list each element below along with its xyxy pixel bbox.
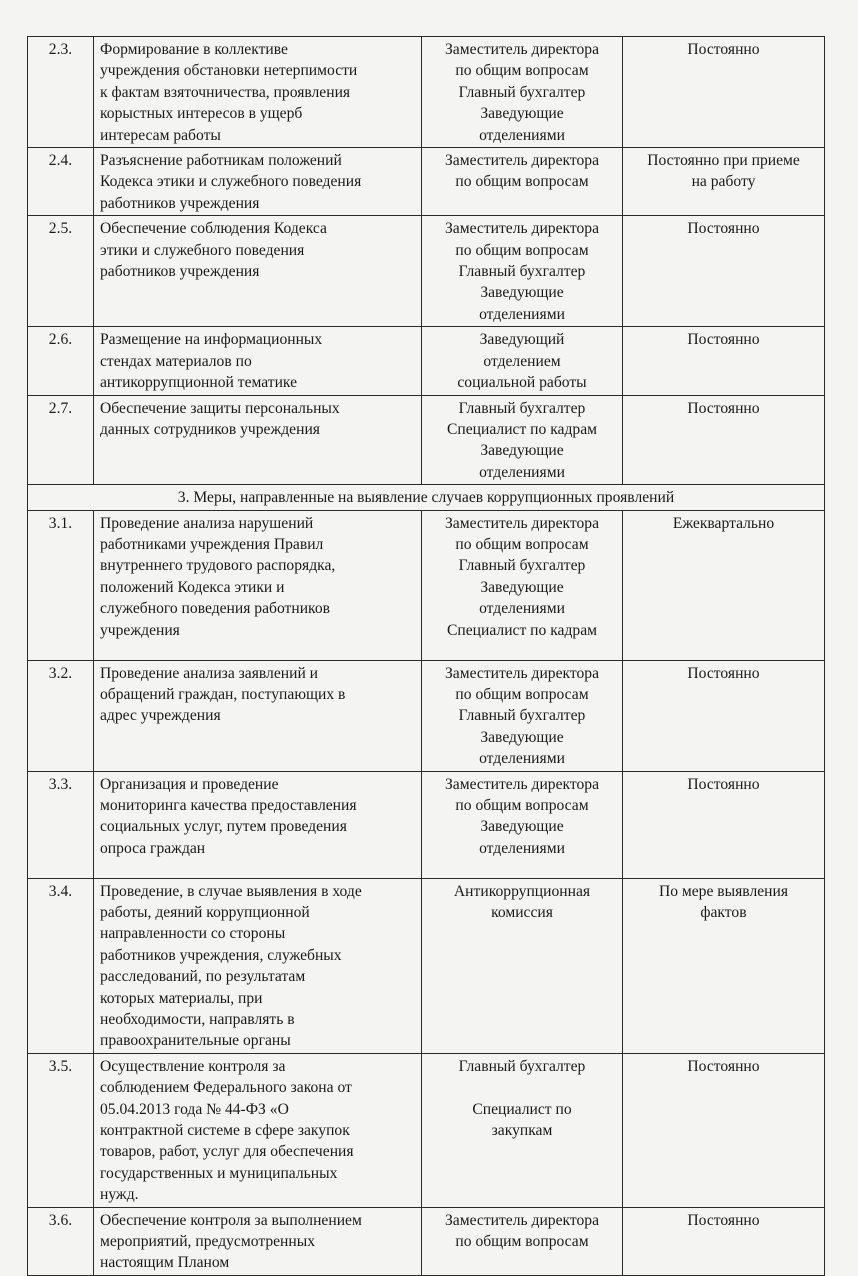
- cell-line: Постоянно: [687, 775, 760, 793]
- cell-line: учреждения обстановки нетерпимости: [100, 62, 358, 80]
- cell-line: обращений граждан, поступающих в: [100, 685, 346, 703]
- cell-line: Ежеквартально: [672, 514, 775, 532]
- cell-line: Размещение на информационных: [100, 331, 323, 349]
- responsible-persons: [422, 878, 623, 1053]
- execution-term: [623, 878, 825, 1053]
- cell-line: служебного поведения работников: [100, 600, 330, 618]
- plan-table: [27, 36, 825, 1276]
- execution-term: [623, 395, 825, 485]
- cell-line: социальных услуг, путем проведения: [100, 818, 347, 836]
- item-number: 2.6.: [28, 327, 94, 395]
- execution-term: [623, 327, 825, 395]
- cell-line: Главный бухгалтер: [458, 707, 586, 725]
- measure-description: [94, 395, 422, 485]
- cell-line: необходимости, направлять в: [100, 1011, 295, 1028]
- document-page: [27, 36, 825, 1276]
- item-number: 3.1.: [28, 510, 94, 660]
- cell-line: Заведующие: [480, 105, 564, 123]
- cell-line: Проведение анализа заявлений и: [100, 664, 319, 682]
- cell-line: нужд.: [100, 1186, 139, 1204]
- cell-line: Разъяснение работникам положений: [100, 152, 342, 170]
- cell-line: Специалист по кадрам: [447, 621, 597, 639]
- cell-line: товаров, работ, услуг для обеспечения: [100, 1143, 354, 1161]
- cell-line: Заведующий: [479, 331, 565, 349]
- cell-line: Постоянно: [687, 41, 760, 58]
- item-number: 3.5.: [28, 1053, 94, 1207]
- cell-line: данных сотрудников учреждения: [100, 420, 320, 438]
- table-row: [28, 1207, 825, 1275]
- measure-description: [94, 878, 422, 1053]
- item-number: 3.2.: [28, 660, 94, 771]
- cell-line: работников учреждения: [100, 263, 260, 281]
- cell-line: Обеспечение соблюдения Кодекса: [100, 220, 327, 238]
- cell-line: Организация и проведение: [100, 775, 279, 793]
- cell-line: отделениями: [479, 600, 565, 618]
- cell-line: правоохранительные органы: [100, 1032, 291, 1050]
- responsible-persons: [422, 148, 623, 216]
- cell-line: отделениями: [479, 463, 565, 481]
- cell-line: опроса граждан: [100, 839, 206, 857]
- responsible-persons: [422, 216, 623, 327]
- table-row: [28, 395, 825, 485]
- cell-line: работы, деяний коррупционной: [100, 903, 310, 921]
- cell-line: отделениями: [479, 126, 565, 144]
- cell-line: на работу: [691, 173, 756, 191]
- cell-line: Постоянно: [687, 220, 760, 238]
- cell-line: Заместитель директора: [444, 41, 599, 58]
- execution-term: [623, 1207, 825, 1275]
- cell-line: расследований, по результатам: [100, 968, 306, 986]
- cell-line: Главный бухгалтер: [458, 83, 586, 101]
- cell-line: Заместитель директора: [444, 664, 599, 682]
- cell-line: по общим вопросам: [455, 241, 589, 259]
- cell-line: направленности со стороны: [100, 925, 286, 943]
- item-number: 2.4.: [28, 148, 94, 216]
- table-row: [28, 878, 825, 1053]
- cell-line: Постоянно: [687, 399, 760, 417]
- measure-description: [94, 216, 422, 327]
- cell-line: отделениями: [479, 750, 565, 768]
- item-number: 3.6.: [28, 1207, 94, 1275]
- cell-line: работников учреждения, служебных: [100, 946, 342, 964]
- cell-line: по общим вопросам: [455, 685, 589, 703]
- cell-line: Главный бухгалтер: [458, 263, 586, 281]
- responsible-persons: [422, 1207, 623, 1275]
- cell-line: по общим вопросам: [455, 796, 589, 814]
- item-number: 3.4.: [28, 878, 94, 1053]
- item-number: 2.5.: [28, 216, 94, 327]
- cell-line: по общим вопросам: [455, 535, 589, 553]
- measure-description: [94, 660, 422, 771]
- cell-line: стендах материалов по: [100, 352, 252, 370]
- cell-line: Проведение анализа нарушений: [100, 514, 314, 532]
- cell-line: внутреннего трудового распорядка,: [100, 557, 336, 575]
- responsible-persons: [422, 327, 623, 395]
- cell-line: Главный бухгалтер: [458, 399, 586, 417]
- table-row: [28, 216, 825, 327]
- measure-description: [94, 148, 422, 216]
- execution-term: [623, 37, 825, 148]
- cell-line: этики и служебного поведения: [100, 241, 305, 259]
- cell-line: комиссия: [491, 903, 553, 921]
- cell-line: 05.04.2013 года № 44-ФЗ «О: [100, 1100, 289, 1118]
- responsible-persons: [422, 510, 623, 660]
- cell-line: адрес учреждения: [100, 707, 221, 725]
- cell-line: настоящим Планом: [100, 1254, 230, 1272]
- cell-line: Постоянно: [687, 664, 760, 682]
- table-row: [28, 510, 825, 660]
- cell-line: государственных и муниципальных: [100, 1164, 338, 1182]
- cell-line: Заместитель директора: [444, 152, 599, 170]
- cell-line: Специалист по: [472, 1100, 572, 1118]
- measure-description: [94, 1207, 422, 1275]
- cell-line: Заведующие: [480, 442, 564, 460]
- execution-term: [623, 216, 825, 327]
- cell-line: по общим вопросам: [455, 173, 589, 191]
- cell-line: работников учреждения: [100, 194, 260, 212]
- cell-line: по общим вопросам: [455, 62, 589, 80]
- table-row: [28, 148, 825, 216]
- item-number: 3.3.: [28, 771, 94, 878]
- item-number: 2.7.: [28, 395, 94, 485]
- measure-description: [94, 510, 422, 660]
- cell-line: которых материалы, при: [100, 989, 263, 1007]
- cell-line: Постоянно: [687, 1211, 760, 1229]
- measure-description: [94, 37, 422, 148]
- cell-line: Постоянно при приеме: [647, 152, 800, 170]
- cell-line: Специалист по кадрам: [447, 420, 597, 438]
- cell-line: закупкам: [491, 1122, 553, 1140]
- cell-line: мероприятий, предусмотренных: [100, 1233, 316, 1251]
- measure-description: [94, 327, 422, 395]
- cell-line: Главный бухгалтер: [458, 1057, 586, 1075]
- cell-line: учреждения: [100, 621, 180, 639]
- cell-line: По мере выявления: [658, 882, 789, 900]
- responsible-persons: [422, 771, 623, 878]
- cell-line: Заместитель директора: [444, 514, 599, 532]
- cell-line: контрактной системе в сфере закупок: [100, 1122, 350, 1140]
- cell-line: соблюдением Федерального закона от: [100, 1079, 352, 1097]
- blank-line: [428, 1077, 616, 1098]
- cell-line: фактов: [700, 903, 747, 921]
- cell-line: Обеспечение контроля за выполнением: [100, 1211, 362, 1229]
- cell-line: интересам работы: [100, 126, 221, 144]
- cell-line: корыстных интересов в ущерб: [100, 105, 303, 123]
- execution-term: [623, 1053, 825, 1207]
- responsible-persons: [422, 1053, 623, 1207]
- execution-term: [623, 148, 825, 216]
- cell-line: Заведующие: [480, 578, 564, 596]
- cell-line: Заместитель директора: [444, 220, 599, 238]
- cell-line: Обеспечение защиты персональных: [100, 399, 340, 417]
- execution-term: [623, 660, 825, 771]
- table-row: [28, 1053, 825, 1207]
- cell-line: отделением: [483, 352, 561, 370]
- cell-line: отделениями: [479, 839, 565, 857]
- cell-line: Заведующие: [480, 818, 564, 836]
- cell-line: работниками учреждения Правил: [100, 535, 324, 553]
- cell-line: отделениями: [479, 305, 565, 323]
- cell-line: Главный бухгалтер: [458, 557, 586, 575]
- cell-line: положений Кодекса этики и: [100, 578, 285, 596]
- execution-term: [623, 771, 825, 878]
- cell-line: Осуществление контроля за: [100, 1057, 286, 1075]
- cell-line: Кодекса этики и служебного поведения: [100, 173, 362, 191]
- measure-description: [94, 771, 422, 878]
- section-header-row: [28, 485, 825, 510]
- plan-table-body: [28, 37, 825, 1276]
- cell-line: к фактам взяточничества, проявления: [100, 83, 351, 101]
- section-title: 3. Меры, направленные на выявление случаев коррупционных проявлений: [28, 485, 825, 510]
- table-row: [28, 771, 825, 878]
- cell-line: Заместитель директора: [444, 1211, 599, 1229]
- responsible-persons: [422, 660, 623, 771]
- table-row: [28, 327, 825, 395]
- item-number: 2.3.: [28, 37, 94, 148]
- table-row: [28, 37, 825, 148]
- cell-line: Заведующие: [480, 284, 564, 302]
- responsible-persons: [422, 395, 623, 485]
- cell-line: социальной работы: [457, 374, 587, 392]
- cell-line: Антикоррупционная: [453, 882, 591, 900]
- cell-line: Заместитель директора: [444, 775, 599, 793]
- cell-line: Заведующие: [480, 728, 564, 746]
- execution-term: [623, 510, 825, 660]
- cell-line: антикоррупционной тематике: [100, 374, 298, 392]
- responsible-persons: [422, 37, 623, 148]
- cell-line: по общим вопросам: [455, 1233, 589, 1251]
- table-row: [28, 660, 825, 771]
- cell-line: Формирование в коллективе: [100, 41, 288, 58]
- measure-description: [94, 1053, 422, 1207]
- cell-line: мониторинга качества предоставления: [100, 796, 357, 814]
- cell-line: Постоянно: [687, 1057, 760, 1075]
- cell-line: Постоянно: [687, 331, 760, 349]
- cell-line: Проведение, в случае выявления в ходе: [100, 882, 362, 900]
